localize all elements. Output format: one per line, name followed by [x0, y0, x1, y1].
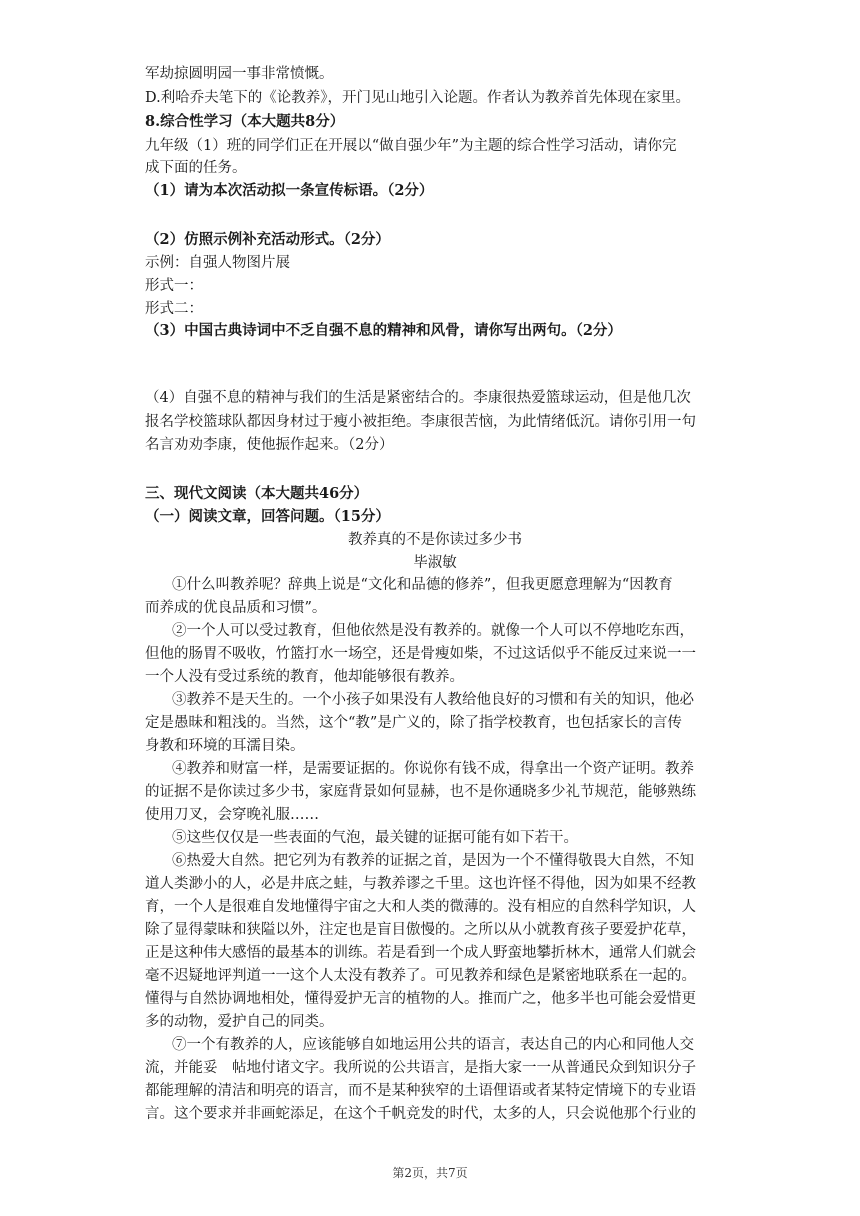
text-line: 示例：自强人物图片展	[145, 255, 290, 271]
paragraph-line: 但他的肠胃不吸收，竹篮打水一场空，还是骨瘦如柴，不过这话似乎不能反过来说一一	[145, 646, 696, 662]
subsection-heading: （一）阅读文章，回答问题。（15分）	[145, 508, 390, 525]
paragraph-line: 多的动物，爱护自己的同类。	[145, 1014, 334, 1030]
paragraph-line: 一个人没有受过系统的教育，他却能够很有教养。	[145, 669, 464, 685]
paragraph-line: 除了显得蒙昧和狭隘以外，注定也是盲目傲慢的。之所以从小就教育孩子要爱护花草，	[145, 922, 696, 938]
text-line: 成下面的任务。	[145, 160, 247, 176]
article-author: 毕淑敏	[413, 555, 457, 571]
section-heading: 8.综合性学习（本大题共8分）	[145, 113, 345, 130]
paragraph-line: ③教养不是天生的。一个小孩子如果没有人教给他良好的习惯和有关的知识，他必	[172, 692, 694, 708]
text-line: D.利哈乔夫笔下的《论教养》，开门见山地引入论题。作者认为教养首先体现在家里。	[145, 90, 690, 106]
text-line: 形式二：	[145, 301, 203, 317]
paragraph-line: 道人类渺小的人，必是井底之蛙，与教养谬之千里。这也许怪不得他，因为如果不经教	[145, 876, 696, 892]
paragraph-line: ⑤这些仅仅是一些表面的气泡，最关键的证据可能有如下若干。	[172, 830, 578, 846]
paragraph-line: ④教养和财富一样，是需要证据的。你说你有钱不成，得拿出一个资产证明。教养	[172, 761, 694, 777]
paragraph-line: ①什么叫教养呢？辞典上说是“文化和品德的修养”，但我更愿意理解为“因教育	[172, 577, 673, 593]
paragraph-line: 言。这个要求并非画蛇添足，在这个千帆竞发的时代，太多的人，只会说他那个行业的	[145, 1106, 696, 1122]
paragraph-line: 懂得与自然协调地相处，懂得爱护无言的植物的人。推而广之，他多半也可能会爱惜更	[145, 991, 696, 1007]
page-footer: 第2页，共7页	[392, 1166, 468, 1180]
paragraph-line: 都能理解的清洁和明亮的语言，而不是某种狭窄的土语俚语或者某特定情境下的专业语	[145, 1083, 696, 1099]
text-line: 报名学校篮球队都因身材过于瘦小被拒绝。李康很苦恼，为此情绪低沉。请你引用一句	[145, 414, 696, 430]
paragraph-line: 正是这种伟大感悟的最基本的训练。若是看到一个成人野蛮地攀折林木，通常人们就会	[145, 945, 696, 961]
paragraph-line: 身教和环境的耳濡目染。	[145, 738, 305, 754]
text-line: 九年级（1）班的同学们正在开展以“做自强少年”为主题的综合性学习活动，请你完	[145, 138, 677, 154]
paragraph-line: 毫不迟疑地评判道一一这个人太没有教养了。可见教养和绿色是紧密地联系在一起的。	[145, 968, 696, 984]
text-line: 形式一：	[145, 278, 203, 294]
question-4: （4）自强不息的精神与我们的生活是紧密结合的。李康很热爱篮球运动，但是他几次	[145, 390, 691, 406]
paragraph-line: 流，并能妥 帖地付诸文字。我所说的公共语言，是指大家一一从普通民众到知识分子	[145, 1060, 696, 1076]
paragraph-line: 育，一个人是很难自发地懂得宇宙之大和人类的微薄的。没有相应的自然科学知识，人	[145, 899, 696, 915]
paragraph-line: 而养成的优良品质和习惯”。	[145, 600, 327, 616]
paragraph-line: ②一个人可以受过教育，但他依然是没有教养的。就像一个人可以不停地吃东西，	[172, 623, 694, 639]
paragraph-line: ⑥热爱大自然。把它列为有教养的证据之首，是因为一个不懂得敬畏大自然，不知	[172, 853, 694, 869]
question-2: （2）仿照示例补充活动形式。（2分）	[145, 231, 390, 248]
paragraph-line: 定是愚昧和粗浅的。当然，这个“教”是广义的，除了指学校教育，也包括家长的言传	[145, 715, 682, 731]
paragraph-line: 使用刀叉，会穿晚礼服……	[145, 807, 319, 823]
paragraph-line: ⑦一个有教养的人，应该能够自如地运用公共的语言，表达自己的内心和同他人交	[172, 1037, 694, 1053]
section-heading: 三、现代文阅读（本大题共46分）	[145, 485, 369, 502]
text-line: 军劫掠圆明园一事非常愤慨。	[145, 66, 334, 82]
text-line: 名言劝劝李康，使他振作起来。（2分）	[145, 437, 394, 453]
question-3: （3）中国古典诗词中不乏自强不息的精神和风骨，请你写出两句。（2分）	[145, 322, 622, 339]
article-title: 教养真的不是你读过多少书	[348, 532, 522, 548]
question-1: （1）请为本次活动拟一条宣传标语。（2分）	[145, 182, 434, 199]
paragraph-line: 的证据不是你读过多少书，家庭背景如何显赫，也不是你通晓多少礼节规范，能够熟练	[145, 784, 696, 800]
